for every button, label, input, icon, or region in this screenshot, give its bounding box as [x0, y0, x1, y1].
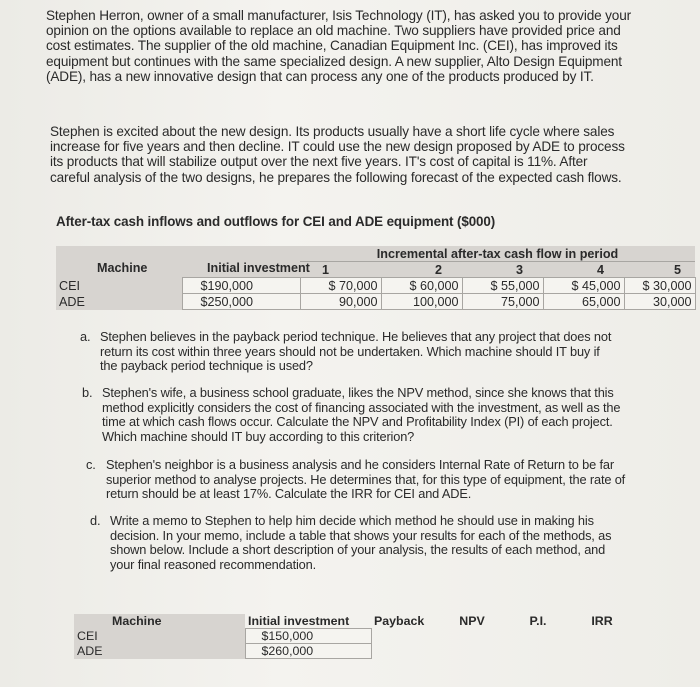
table-row — [56, 278, 695, 294]
question-text: Stephen's neighbor is a business analysis and he considers Internal Rate of Return to be far superior method to analyse projects. He determines that, for this type of equipment, the rate of return should be at least 17%. Calculate the IRR for CEI and ADE. — [106, 457, 626, 502]
row-flow: 75,000 — [462, 294, 543, 310]
question-text: Stephen believes in the payback period technique. He believes that any project that does not return its cost within three years should not be undertaken. Which machine should IT buy if the payback period technique is used? — [100, 329, 612, 374]
period-5: 5 — [673, 262, 681, 277]
memo-row-machine: CEI — [74, 629, 245, 644]
incremental-header: Incremental after-tax cash flow in period — [300, 246, 695, 262]
row-flow: 100,000 — [381, 294, 462, 310]
memo-header-irr: IRR — [591, 614, 613, 629]
memo-row-initial: $150,000 — [245, 629, 371, 644]
memo-row-machine: ADE — [74, 644, 245, 659]
period-4: 4 — [596, 262, 604, 277]
memo-header-payback: Payback — [374, 614, 425, 629]
row-machine: CEI — [56, 278, 182, 294]
memo-row-irr — [571, 644, 633, 659]
period-1: 1 — [322, 262, 330, 277]
intro-paragraph: Stephen Herron, owner of a small manufacturer, Isis Technology (IT), has asked you to provide your opinion on the options available to replace an old machine. Two suppliers have provided price and cost estimates. The supplier of the old machine, Canadian Equipment Inc. (CEI), has improved its equipment but continues with the same specialized design. A new supplier, Alto Design Equipment (ADE), has a new innovative design that can process any one of the products produced by IT. — [46, 8, 631, 84]
question-letter: a. — [80, 329, 91, 344]
memo-header-machine: Machine — [74, 614, 245, 629]
memo-row-npv — [439, 644, 505, 659]
row-flow: 30,000 — [624, 294, 695, 310]
machine-header: Machine — [97, 260, 148, 275]
table-row — [74, 644, 633, 659]
memo-row-initial: $260,000 — [245, 644, 371, 659]
memo-row-payback — [371, 644, 439, 659]
row-machine: ADE — [56, 294, 182, 310]
row-initial: $190,000 — [182, 278, 300, 294]
row-flow: $ 45,000 — [543, 278, 624, 294]
memo-header-pi: P.I. — [529, 614, 547, 629]
memo-header-npv: NPV — [459, 614, 485, 629]
table-row — [74, 629, 633, 644]
question-letter: d. — [90, 513, 101, 528]
row-flow: 90,000 — [300, 294, 381, 310]
table-row — [56, 294, 695, 310]
memo-row-payback — [371, 629, 439, 644]
row-flow: 65,000 — [543, 294, 624, 310]
question-text: Write a memo to Stephen to help him decide which method he should use in making his decision. In your memo, include a table that shows your results for each of the methods, as shown below. Include a short description of your analysis, the results of each method, and your final reasoned recommendation. — [110, 513, 612, 572]
initial-investment-header: Initial investment — [207, 260, 310, 275]
period-2: 2 — [434, 262, 442, 277]
context-paragraph: Stephen is excited about the new design. Its products usually have a short life cycle where sales increase for five years and then decline. IT could use the new design proposed by ADE to process its products that will stabilize output over the next five years. IT's cost of capital is 11%. After careful analysis of the two designs, he prepares the following forecast of the expected cash flows. — [50, 124, 625, 185]
row-flow: $ 30,000 — [624, 278, 695, 294]
memo-header-initial: Initial investment — [248, 614, 350, 628]
question-text: Stephen's wife, a business school graduate, likes the NPV method, since she knows that this method explicitly considers the cost of financing associated with the investment, as well as the time at which cash flows occur. Calculate the NPV and Profitability Index (PI) of each project. Which machine should IT buy according to this criterion? — [102, 385, 621, 444]
table-header-row — [56, 246, 695, 262]
memo-row-pi — [505, 644, 571, 659]
period-3: 3 — [515, 262, 523, 277]
memo-header-row — [74, 614, 633, 629]
cashflow-table — [56, 246, 696, 310]
memo-row-pi — [505, 629, 571, 644]
question-letter: b. — [82, 385, 93, 400]
memo-row-irr — [571, 629, 633, 644]
row-initial: $250,000 — [182, 294, 300, 310]
question-letter: c. — [86, 457, 96, 472]
row-flow: $ 55,000 — [462, 278, 543, 294]
row-flow: $ 60,000 — [381, 278, 462, 294]
table-heading: After-tax cash inflows and outflows for CEI and ADE equipment ($000) — [56, 214, 496, 229]
memo-table — [74, 614, 633, 659]
memo-row-npv — [439, 629, 505, 644]
row-flow: $ 70,000 — [300, 278, 381, 294]
